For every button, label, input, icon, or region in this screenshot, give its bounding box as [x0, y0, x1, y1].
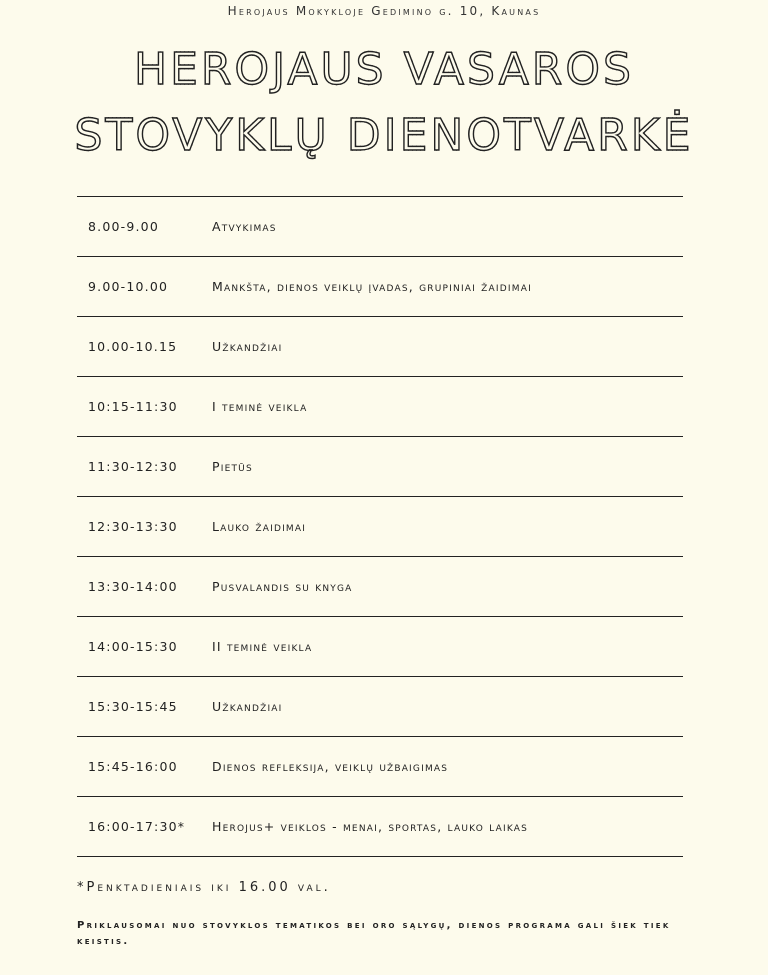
schedule-row	[77, 197, 683, 257]
schedule-time: 10:15-11:30	[88, 399, 178, 414]
schedule-time: 16:00-17:30*	[88, 819, 186, 834]
schedule-activity: Lauko žaidimai	[212, 519, 307, 534]
schedule-activity: Dienos refleksija, veiklų užbaigimas	[212, 759, 449, 774]
school-address: Herojaus Mokykloje Gedimino g. 10, Kaunas	[227, 4, 541, 18]
schedule-table	[77, 196, 683, 857]
schedule-activity: Mankšta, dienos veiklų įvadas, grupiniai žaidimai	[212, 279, 532, 294]
schedule-time: 13:30-14:00	[88, 579, 178, 594]
schedule-activity: I teminė veikla	[212, 399, 308, 414]
schedule-row	[77, 737, 683, 797]
schedule-time: 8.00-9.00	[88, 219, 159, 234]
schedule-activity: II teminė veikla	[212, 639, 313, 654]
page-title-line-2: STOVYKLŲ DIENOTVARKĖ	[0, 114, 768, 158]
schedule-activity: Užkandžiai	[212, 699, 283, 714]
schedule-row	[77, 677, 683, 737]
schedule-time: 9.00-10.00	[88, 279, 169, 294]
schedule-activity: Pusvalandis su knyga	[212, 579, 353, 594]
page-title-line-1: HEROJAUS VASAROS	[0, 48, 768, 92]
schedule-activity: Herojus+ veiklos - menai, sportas, lauko laikas	[212, 819, 529, 834]
schedule-row	[77, 257, 683, 317]
schedule-row	[77, 497, 683, 557]
schedule-time: 12:30-13:30	[88, 519, 178, 534]
schedule-row	[77, 377, 683, 437]
schedule-time: 11:30-12:30	[88, 459, 178, 474]
schedule-time: 14:00-15:30	[88, 639, 178, 654]
schedule-row	[77, 557, 683, 617]
schedule-time: 10.00-10.15	[88, 339, 178, 354]
schedule-activity: Užkandžiai	[212, 339, 283, 354]
schedule-row	[77, 797, 683, 857]
schedule-row	[77, 617, 683, 677]
schedule-activity: Pietūs	[212, 459, 253, 474]
schedule-activity: Atvykimas	[212, 219, 277, 234]
schedule-row	[77, 437, 683, 497]
schedule-time: 15:45-16:00	[88, 759, 178, 774]
schedule-row	[77, 317, 683, 377]
program-disclaimer: Priklausomai nuo stovyklos tematikos bei oro sąlygų, dienos programa gali šiek tiek keistis.	[77, 920, 671, 947]
friday-note: *Penktadieniais iki 16.00 val.	[77, 880, 331, 895]
schedule-time: 15:30-15:45	[88, 699, 178, 714]
